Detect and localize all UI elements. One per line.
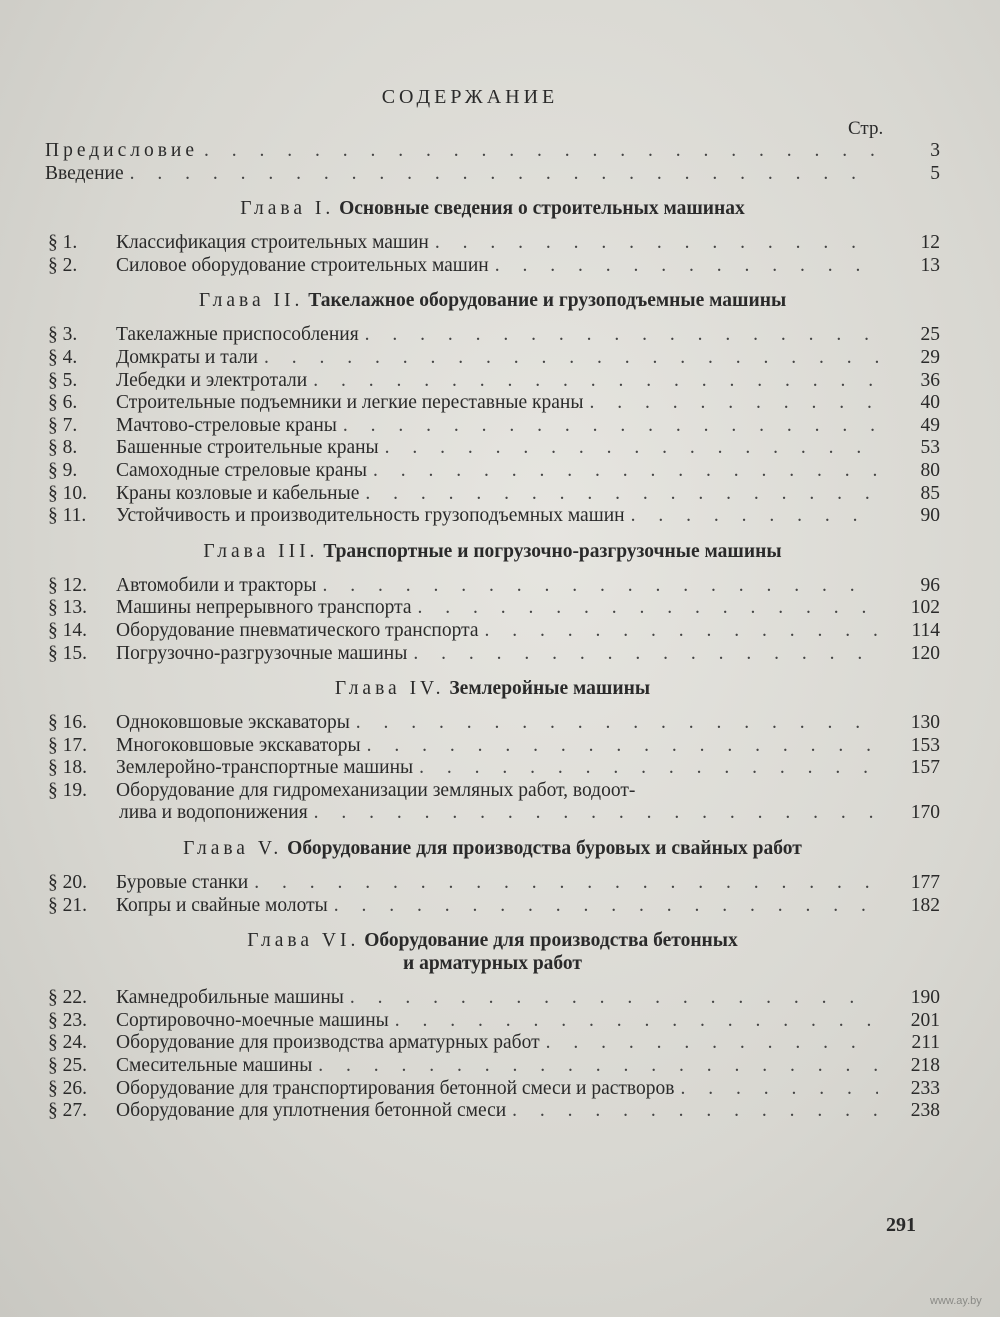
toc-entry-page: 177 [910,872,940,894]
toc-entry-title: Оборудование пневматического транспорта [116,619,479,641]
dot-leader [367,735,878,758]
toc-section-entry[interactable] [45,437,940,460]
toc-entry-text [45,392,583,415]
chapter-label: Глава V. [183,838,283,860]
chapter-heading [45,837,940,860]
section-number: § 10. [48,482,87,504]
dot-leader [365,483,878,506]
section-number: § 26. [48,1077,87,1099]
toc-entry-title: лива и водопонижения [119,802,308,824]
toc-entry-page: 120 [910,642,940,664]
toc-entry-text [45,620,478,643]
toc-section-entry[interactable] [45,1010,940,1033]
section-number: § 12. [48,574,87,596]
toc-entry-title: Лебедки и электротали [116,369,308,391]
dot-leader [680,1078,878,1101]
toc-entry-text [45,483,359,506]
toc-entry-page: 40 [920,392,940,414]
section-number: § 2. [48,254,78,276]
dot-leader [318,1055,878,1078]
dot-leader [512,1100,878,1123]
toc-entry-text [45,757,413,780]
toc-entry-title: Силовое оборудование строительных машин [116,254,489,276]
toc-entry-page: 90 [920,505,940,527]
toc-entry-text [45,1055,312,1078]
toc-entry-page: 170 [910,802,940,824]
chapter-heading [45,197,940,220]
section-number: § 17. [48,734,87,756]
section-number: § 8. [48,437,78,459]
dot-leader [264,347,878,370]
toc-entry-page: 102 [910,597,940,619]
chapter-heading [45,677,940,700]
toc-entry-page: 190 [910,987,940,1009]
toc-entry-title: Домкраты и тали [116,346,258,368]
toc-entry-text [45,437,379,460]
dot-leader [350,987,878,1010]
toc-entry-text [45,895,328,918]
section-number: § 3. [48,324,78,346]
section-number: § 15. [48,642,87,664]
toc-section-entry[interactable] [45,505,940,528]
section-number: § 16. [48,712,87,734]
toc-section-entry[interactable] [45,483,940,506]
toc-section-entry[interactable] [45,460,940,483]
toc-entry-text [45,780,635,803]
toc-entry-text [45,735,361,758]
dot-leader [419,757,878,780]
toc-entry-title: Машины непрерывного транспорта [116,597,412,619]
toc-entry-page: 130 [910,712,940,734]
toc-section-entry[interactable] [45,324,940,347]
toc-entry-page: 36 [920,369,940,391]
toc-section-entry[interactable] [45,780,940,803]
section-number: § 18. [48,757,87,779]
toc-entry-text [45,415,337,438]
toc-entry-page: 13 [920,254,940,276]
toc-entry-title: Буровые станки [116,872,249,894]
dot-leader [495,255,878,278]
toc-entry-text [45,802,308,825]
toc-section-entry[interactable] [45,987,940,1010]
section-number: § 4. [48,346,78,368]
toc-entry-page: 3 [930,140,940,161]
toc-entry-title: Погрузочно-разгрузочные машины [116,642,408,664]
toc-section-entry[interactable] [45,575,940,598]
table-of-contents [45,140,940,1123]
toc-section-entry[interactable] [45,597,940,620]
section-number: § 7. [48,414,78,436]
watermark: www.ay.by [930,1295,982,1307]
toc-section-entry[interactable] [45,1100,940,1123]
toc-entry-text [45,597,412,620]
toc-entry-title: Строительные подъемники и легкие переставные краны [116,392,584,414]
section-number: § 6. [48,392,78,414]
toc-entry-text [45,255,489,278]
toc-entry-title: Оборудование для гидромеханизации земляных работ, водоот- [116,779,636,801]
page-number: 291 [886,1214,916,1236]
dot-leader [356,712,878,735]
toc-entry-title: Сортировочно-моечные машины [116,1009,389,1031]
toc-entry-text [45,643,407,666]
dot-leader [589,392,878,415]
toc-entry-page: 114 [911,619,940,641]
toc-section-entry[interactable] [45,620,940,643]
dot-leader [373,460,878,483]
dot-leader [323,575,879,598]
toc-entry-title: Одноковшовые экскаваторы [116,712,350,734]
toc-section-entry[interactable] [45,1055,940,1078]
section-number: § 19. [48,779,87,801]
dot-leader [435,232,878,255]
toc-section-entry[interactable] [45,895,940,918]
toc-entry-text [45,1010,389,1033]
toc-section-entry[interactable] [45,415,940,438]
toc-section-entry[interactable] [45,735,940,758]
chapter-name: Оборудование для производства буровых и свайных работ [287,838,802,860]
toc-entry-page: 29 [920,346,940,368]
toc-entry-title: Краны козловые и кабельные [116,482,360,504]
toc-section-entry[interactable] [45,643,940,666]
dot-leader [413,643,878,666]
section-number: § 9. [48,459,78,481]
dot-leader [130,163,878,186]
toc-entry-page: 182 [910,894,940,916]
section-number: § 21. [48,894,87,916]
toc-entry-text [45,140,198,163]
dot-leader [313,370,878,393]
page-title: СОДЕРЖАНИЕ [381,86,559,108]
chapter-heading [45,929,940,975]
section-number: § 20. [48,872,87,894]
dot-leader [395,1010,878,1033]
dot-leader [418,597,878,620]
toc-front-entry[interactable] [45,140,940,163]
chapter-name: Оборудование для производства бетонных [364,930,738,952]
toc-section-entry[interactable] [45,1032,940,1055]
page-column-label: Стр. [848,118,884,139]
toc-entry-text [45,505,625,528]
toc-entry-text [45,460,367,483]
dot-leader [204,140,878,163]
toc-entry-page: 5 [930,162,940,184]
toc-entry-title: Оборудование для транспортирования бетонной смеси и растворов [116,1077,675,1099]
toc-entry-title: Самоходные стреловые краны [116,459,368,481]
toc-entry-page: 80 [920,459,940,481]
toc-entry-text [45,347,258,370]
toc-entry-title: Смесительные машины [116,1055,313,1077]
toc-entry-page: 53 [920,437,940,459]
toc-entry-title: Камнедробильные машины [116,987,344,1009]
toc-entry-page: 218 [910,1055,940,1077]
toc-entry-page: 49 [920,414,940,436]
toc-entry-title: Башенные строительные краны [116,437,379,459]
dot-leader [365,324,878,347]
toc-section-entry[interactable] [45,757,940,780]
toc-section-entry[interactable] [45,232,940,255]
dot-leader [254,872,878,895]
toc-section-entry[interactable] [45,872,940,895]
chapter-label: Глава IV. [334,678,445,700]
toc-entry-title: Оборудование для производства арматурных работ [116,1032,540,1054]
toc-entry-title: Многоковшовые экскаваторы [116,734,361,756]
chapter-name: Землеройные машины [449,678,651,700]
toc-entry-page: 153 [910,734,940,756]
toc-entry-page: 12 [920,232,940,254]
toc-entry-text [45,872,248,895]
section-number: § 1. [48,232,78,254]
toc-entry-page: 96 [920,574,940,596]
toc-entry-text [45,370,307,393]
dot-leader [385,437,878,460]
chapter-name: Такелажное оборудование и грузоподъемные машины [308,290,787,312]
toc-entry-title: Оборудование для уплотнения бетонной смеси [116,1100,507,1122]
section-number: § 5. [48,369,78,391]
dot-leader [334,895,878,918]
chapter-name-line2: и арматурных работ [403,953,582,975]
dot-leader [314,802,878,825]
toc-section-entry[interactable] [45,712,940,735]
toc-entry-text [45,575,317,598]
chapter-label: Глава I. [240,198,335,220]
toc-section-entry[interactable] [45,392,940,415]
toc-entry-text [45,987,344,1010]
toc-entry-page: 85 [920,482,940,504]
chapter-label: Глава II. [198,290,304,312]
toc-section-entry[interactable] [45,255,940,278]
chapter-name: Транспортные и погрузочно-разгрузочные машины [323,540,782,562]
toc-entry-text [45,163,124,186]
toc-entry-title: Устойчивость и производительность грузоподъемных машин [116,505,625,527]
section-number: § 23. [48,1009,87,1031]
dot-leader [343,415,878,438]
toc-front-entry[interactable] [45,163,940,186]
section-number: § 27. [48,1100,87,1122]
dot-leader [484,620,878,643]
toc-entry-title: Введение [45,162,124,184]
toc-entry-title: Мачтово-стреловые краны [116,414,337,436]
section-number: § 25. [48,1055,87,1077]
chapter-label: Глава VI. [247,930,360,952]
section-number: § 14. [48,619,87,641]
section-number: § 24. [48,1032,87,1054]
toc-entry-page: 211 [911,1032,940,1054]
chapter-name: Основные сведения о строительных машинах [339,198,745,220]
toc-entry-page: 157 [910,757,940,779]
dot-leader [631,505,878,528]
dot-leader [546,1032,878,1055]
toc-entry-page: 238 [910,1100,940,1122]
toc-entry-title: Копры и свайные молоты [116,894,328,916]
toc-entry-page: 233 [910,1077,940,1099]
toc-entry-text [45,324,359,347]
toc-section-continuation[interactable] [45,802,940,825]
toc-section-entry[interactable] [45,347,940,370]
chapter-heading [45,540,940,563]
toc-entry-title: Автомобили и тракторы [116,574,317,596]
section-number: § 13. [48,597,87,619]
toc-entry-page: 25 [920,324,940,346]
section-number: § 11. [48,505,87,527]
toc-entry-title: Такелажные приспособления [116,324,359,346]
toc-entry-title: Предисловие [45,140,199,161]
toc-entry-text [45,1078,674,1101]
toc-entry-text [45,1032,540,1055]
toc-entry-title: Классификация строительных машин [116,232,429,254]
chapter-heading [45,289,940,312]
chapter-label: Глава III. [203,540,319,562]
section-number: § 22. [48,987,87,1009]
toc-entry-page: 201 [910,1009,940,1031]
toc-entry-title: Землеройно-транспортные машины [116,757,414,779]
toc-entry-text [45,232,429,255]
toc-entry-text [45,712,350,735]
toc-section-entry[interactable] [45,370,940,393]
toc-entry-text [45,1100,506,1123]
toc-section-entry[interactable] [45,1078,940,1101]
